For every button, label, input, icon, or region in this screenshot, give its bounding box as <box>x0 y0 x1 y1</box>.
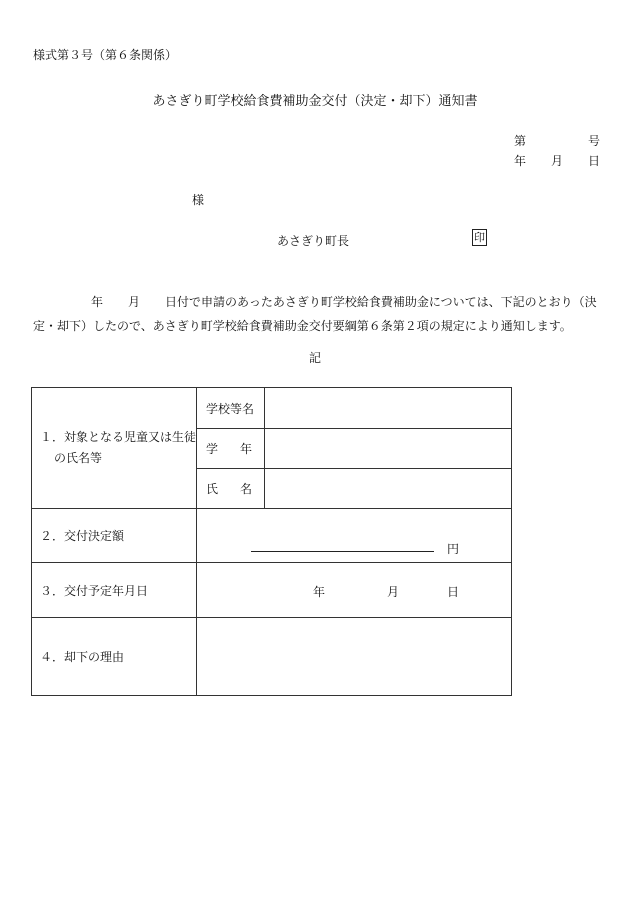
doc-date-month: 月 <box>550 154 563 168</box>
doc-number-prefix: 第 <box>514 134 527 148</box>
student-name-field[interactable] <box>265 469 512 509</box>
grade-label-a: 学 <box>206 442 219 456</box>
rejection-reason-label: ４．却下の理由 <box>32 618 197 696</box>
name-label-a: 氏 <box>206 482 219 496</box>
document-date <box>514 152 600 169</box>
scheduled-month: 月 <box>387 585 400 599</box>
ki-heading: 記 <box>308 351 321 365</box>
form-number: 様式第３号（第６条関係） <box>33 48 178 62</box>
grade-label-b: 年 <box>239 442 252 456</box>
grade-field[interactable] <box>265 429 512 469</box>
amount-underline <box>251 551 434 552</box>
target-label-line1: １．対象となる児童又は生徒 <box>40 430 197 444</box>
recipient-honorific: 様 <box>192 193 205 207</box>
doc-date-day: 日 <box>587 154 600 168</box>
doc-date-year: 年 <box>514 154 527 168</box>
grant-amount-field[interactable] <box>197 509 512 563</box>
target-student-label <box>32 388 197 509</box>
document-number <box>514 132 600 149</box>
school-name-label: 学校等名 <box>197 388 265 429</box>
rejection-reason-field[interactable] <box>197 618 512 696</box>
target-label-line2: の氏名等 <box>54 451 103 465</box>
body-year: 年 <box>91 295 104 309</box>
scheduled-date-field[interactable] <box>197 563 512 618</box>
body-text: 日付で申請のあったあさぎり町学校給食費補助金については、下記のとおり（決定・却下）したので、あさぎり町学校給食費補助金交付要綱第６条第２項の規定により通知します。 <box>33 295 597 333</box>
body-month: 月 <box>128 295 141 309</box>
grade-label <box>197 429 265 469</box>
student-name-label <box>197 469 265 509</box>
yen-unit: 円 <box>447 542 460 556</box>
grant-amount-label: ２．交付決定額 <box>32 509 197 563</box>
seal-box: 印 <box>474 231 485 244</box>
doc-number-suffix: 号 <box>587 134 600 148</box>
notice-body <box>33 290 607 338</box>
name-label-b: 名 <box>239 482 252 496</box>
details-table <box>31 387 512 696</box>
scheduled-day: 日 <box>447 585 460 599</box>
scheduled-date-label: ３．交付予定年月日 <box>32 563 197 618</box>
issuer-name: あさぎり町長 <box>277 234 350 248</box>
document-title: あさぎり町学校給食費補助金交付（決定・却下）通知書 <box>152 94 478 109</box>
scheduled-year: 年 <box>313 585 326 599</box>
school-name-field[interactable] <box>265 388 512 429</box>
